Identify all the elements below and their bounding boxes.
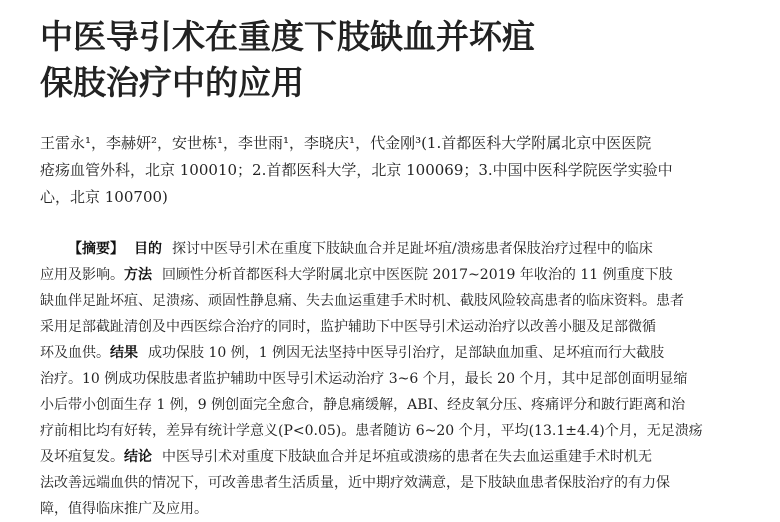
- abstract-line: 治疗。10 例成功保肢患者监护辅助中医导引术运动治疗 3~6 个月，最长 20 个月，其中足部创面明显缩: [40, 371, 688, 387]
- abstract-line: 法改善远端血供的情况下，可改善患者生活质量，近中期疗效满意，是下肢缺血患者保肢治疗的有力保: [40, 475, 670, 491]
- author-line: 王雷永¹，李赫妍²，安世栋¹，李世雨¹，李晓庆¹，代金刚³(1.首都医科大学附属北京中医医院: [40, 134, 652, 152]
- abstract-line: 疗前相比均有好转，差异有统计学意义(P<0.05)。患者随访 6~20 个月，平均(13.1±4.4)个月，无足溃疡: [40, 423, 703, 439]
- abstract-line: [40, 236, 740, 262]
- conclusion-label: 结论: [124, 449, 152, 465]
- method-label: 方法: [124, 267, 152, 283]
- abstract-text: 回顾性分析首都医科大学附属北京中医医院 2017~2019 年收治的 11 例重度下肢: [162, 267, 673, 283]
- author-line: 心，北京 100700): [40, 188, 168, 206]
- abstract-text: 中医导引术对重度下肢缺血合并足坏疽或溃疡的患者在失去血运重建手术时机无: [162, 449, 652, 465]
- title-line: 保肢治疗中的应用: [40, 63, 304, 102]
- abstract-label: 【摘要】: [68, 241, 124, 257]
- abstract-text: 及坏疽复发。: [40, 449, 124, 465]
- abstract-text: 环及血供。: [40, 345, 110, 361]
- abstract: [40, 236, 740, 522]
- abstract-line: [40, 340, 740, 366]
- abstract-line: 障，值得临床推广及应用。: [40, 501, 208, 517]
- abstract-text: 应用及影响。: [40, 267, 124, 283]
- author-line: 疮疡血管外科，北京 100010；2.首都医科大学，北京 100069；3.中国中医科学院医学实验中: [40, 161, 673, 179]
- abstract-line: 小后带小创面生存 1 例，9 例创面完全愈合，静息痛缓解，ABI、经皮氧分压、疼痛评分和跛行距离和治: [40, 397, 686, 413]
- abstract-text: 探讨中医导引术在重度下肢缺血合并足趾坏疽/溃疡患者保肢治疗过程中的临床: [172, 241, 653, 257]
- abstract-line: 采用足部截趾清创及中西医综合治疗的同时，监护辅助下中医导引术运动治疗以改善小腿及足部微循: [40, 319, 656, 335]
- title-line: 中医导引术在重度下肢缺血并坏疽: [40, 17, 535, 56]
- abstract-text: 成功保肢 10 例，1 例因无法坚持中医导引治疗，足部缺血加重、足坏疽而行大截肢: [148, 345, 665, 361]
- abstract-line: 缺血伴足趾坏疽、足溃疡、顽固性静息痛、失去血运重建手术时机、截肢风险较高患者的临床资料。患者: [40, 293, 684, 309]
- paper-title: [40, 14, 760, 106]
- abstract-line: [40, 262, 740, 288]
- abstract-line: [40, 444, 740, 470]
- result-label: 结果: [110, 345, 138, 361]
- author-affiliations: [40, 130, 740, 211]
- aim-label: 目的: [134, 241, 162, 257]
